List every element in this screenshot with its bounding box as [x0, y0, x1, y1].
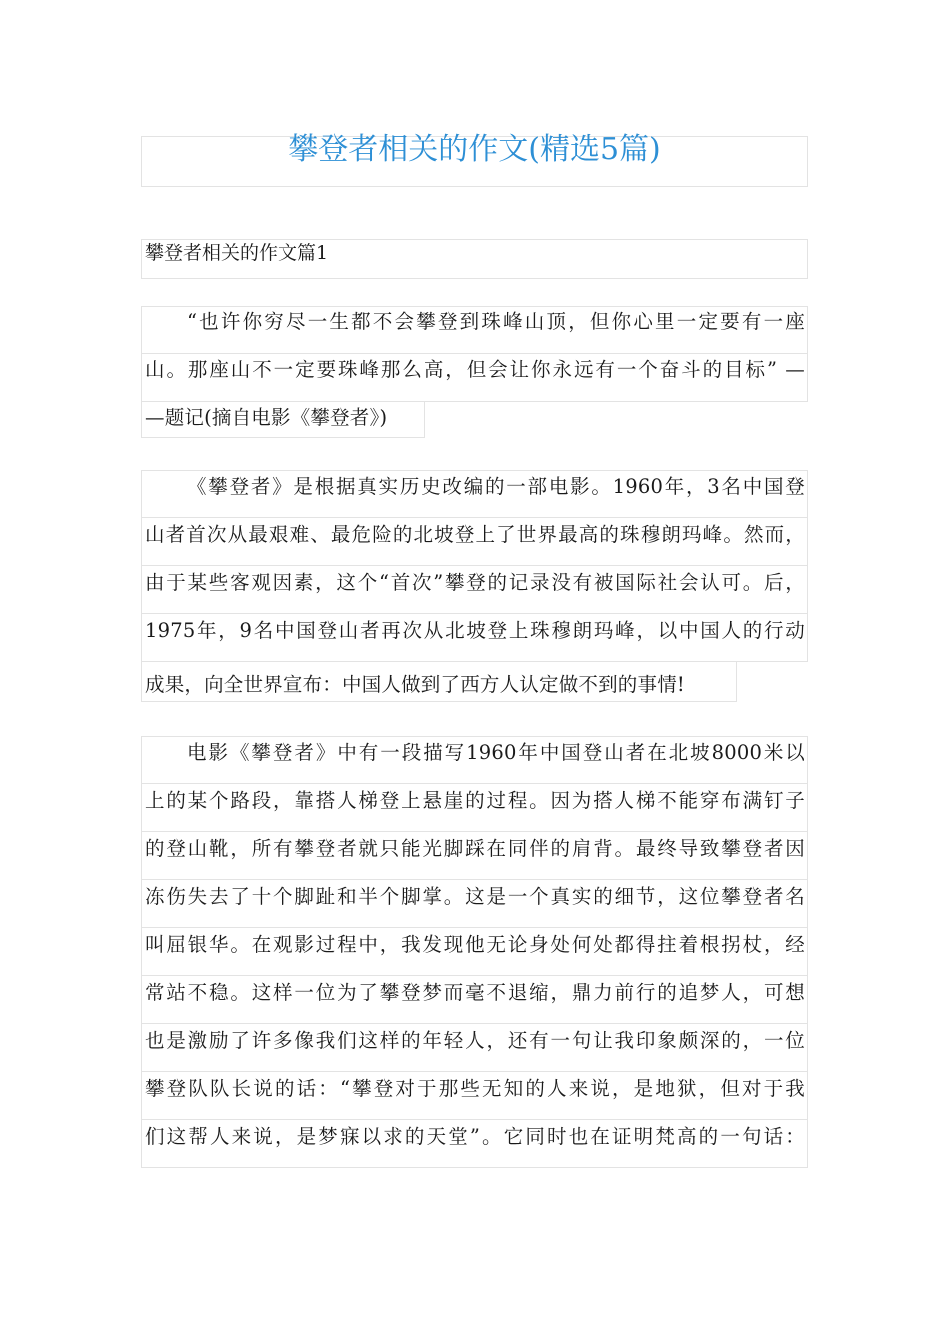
paragraph-1-line-1: “也许你穷尽一生都不会攀登到珠峰山顶，但你心里一定要有一座 — [187, 310, 805, 333]
paragraph-3-line-4: 冻伤失去了十个脚趾和半个脚掌。这是一个真实的细节，这位攀登者名 — [145, 885, 805, 908]
paragraph-3-line-7: 也是激励了许多像我们这样的年轻人，还有一句让我印象颇深的，一位 — [145, 1029, 805, 1052]
paragraph-3-line-1: 电影《攀登者》中有一段描写1960年中国登山者在北坡8000米以 — [187, 741, 805, 764]
paragraph-3-line-9: 们这帮人来说，是梦寐以求的天堂”。它同时也在证明梵高的一句话： — [145, 1125, 805, 1148]
paragraph-1-line-2: 山。那座山不一定要珠峰那么高，但会让你永远有一个奋斗的目标” — — [145, 358, 805, 381]
paragraph-3-line-5: 叫屈银华。在观影过程中，我发现他无论身处何处都得拄着根拐杖，经 — [145, 933, 805, 956]
document-title: 攀登者相关的作文(精选5篇) — [288, 132, 661, 167]
paragraph-3-line-3: 的登山靴，所有攀登者就只能光脚踩在同伴的肩背。最终导致攀登者因 — [145, 837, 805, 860]
paragraph-2-line-3: 由于某些客观因素，这个“首次”攀登的记录没有被国际社会认可。后， — [145, 571, 805, 594]
section-heading: 攀登者相关的作文篇1 — [145, 242, 329, 264]
paragraph-2-line-1: 《攀登者》是根据真实历史改编的一部电影。1960年，3名中国登 — [187, 475, 805, 498]
paragraph-2-line-4: 1975年，9名中国登山者再次从北坡登上珠穆朗玛峰，以中国人的行动 — [145, 619, 805, 642]
paragraph-1-line-3: —题记(摘自电影《攀登者》) — [145, 406, 388, 429]
paragraph-2-line-5: 成果，向全世界宣布：中国人做到了西方人认定做不到的事情! — [145, 673, 685, 696]
paragraph-3-line-2: 上的某个路段，靠搭人梯登上悬崖的过程。因为搭人梯不能穿布满钉子 — [145, 789, 805, 812]
paragraph-3-line-8: 攀登队队长说的话：“攀登对于那些无知的人来说，是地狱，但对于我 — [145, 1077, 805, 1100]
paragraph-2-line-2: 山者首次从最艰难、最危险的北坡登上了世界最高的珠穆朗玛峰。然而， — [145, 523, 805, 546]
paragraph-3-line-6: 常站不稳。这样一位为了攀登梦而毫不退缩，鼎力前行的追梦人，可想 — [145, 981, 805, 1004]
